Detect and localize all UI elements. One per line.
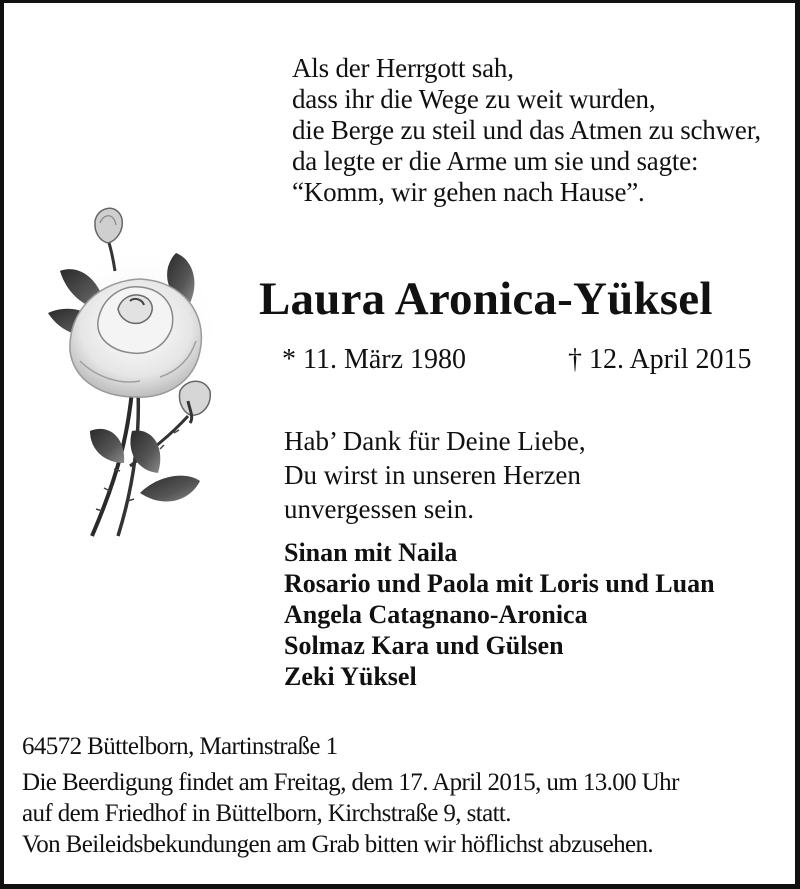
mourner-item: Zeki Yüksel bbox=[284, 662, 417, 691]
funeral-line: auf dem Friedhof in Büttelborn, Kirchstraße 9, statt. bbox=[22, 800, 511, 827]
mourner-item: Angela Catagnano-Aronica bbox=[284, 600, 588, 629]
thanks-verse bbox=[284, 424, 586, 526]
address: 64572 Büttelborn, Martinstraße 1 bbox=[22, 733, 338, 760]
thanks-line: Du wirst in unseren Herzen bbox=[284, 460, 581, 490]
rose-icon bbox=[40, 201, 230, 541]
poem-line: da legte er die Arme um sie und sagte: bbox=[292, 146, 699, 176]
funeral-line: Von Beileidsbekundungen am Grab bitten wir höflichst abzusehen. bbox=[22, 831, 654, 858]
mourner-item: Solmaz Kara und Gülsen bbox=[284, 631, 564, 660]
footer-info bbox=[22, 731, 679, 860]
birth-date: * 11. März 1980 bbox=[282, 344, 467, 375]
poem-line: dass ihr die Wege zu weit wurden, bbox=[292, 84, 656, 114]
death-date: † 12. April 2015 bbox=[568, 344, 752, 375]
poem-line: die Berge zu steil und das Atmen zu schwer, bbox=[292, 115, 761, 145]
poem-line: “Komm, wir gehen nach Hause”. bbox=[292, 177, 645, 207]
thanks-line: Hab’ Dank für Deine Liebe, bbox=[284, 426, 586, 456]
mourner-item: Rosario und Paola mit Loris und Luan bbox=[284, 569, 715, 598]
funeral-line: Die Beerdigung findet am Freitag, dem 17. April 2015, um 13.00 Uhr bbox=[22, 769, 679, 796]
poem bbox=[292, 53, 761, 208]
deceased-name: Laura Aronica-Yüksel bbox=[259, 273, 713, 325]
mourner-item: Sinan mit Naila bbox=[284, 538, 458, 567]
thanks-line: unvergessen sein. bbox=[284, 494, 474, 524]
mourners-list bbox=[284, 537, 715, 692]
poem-line: Als der Herrgott sah, bbox=[292, 53, 514, 83]
